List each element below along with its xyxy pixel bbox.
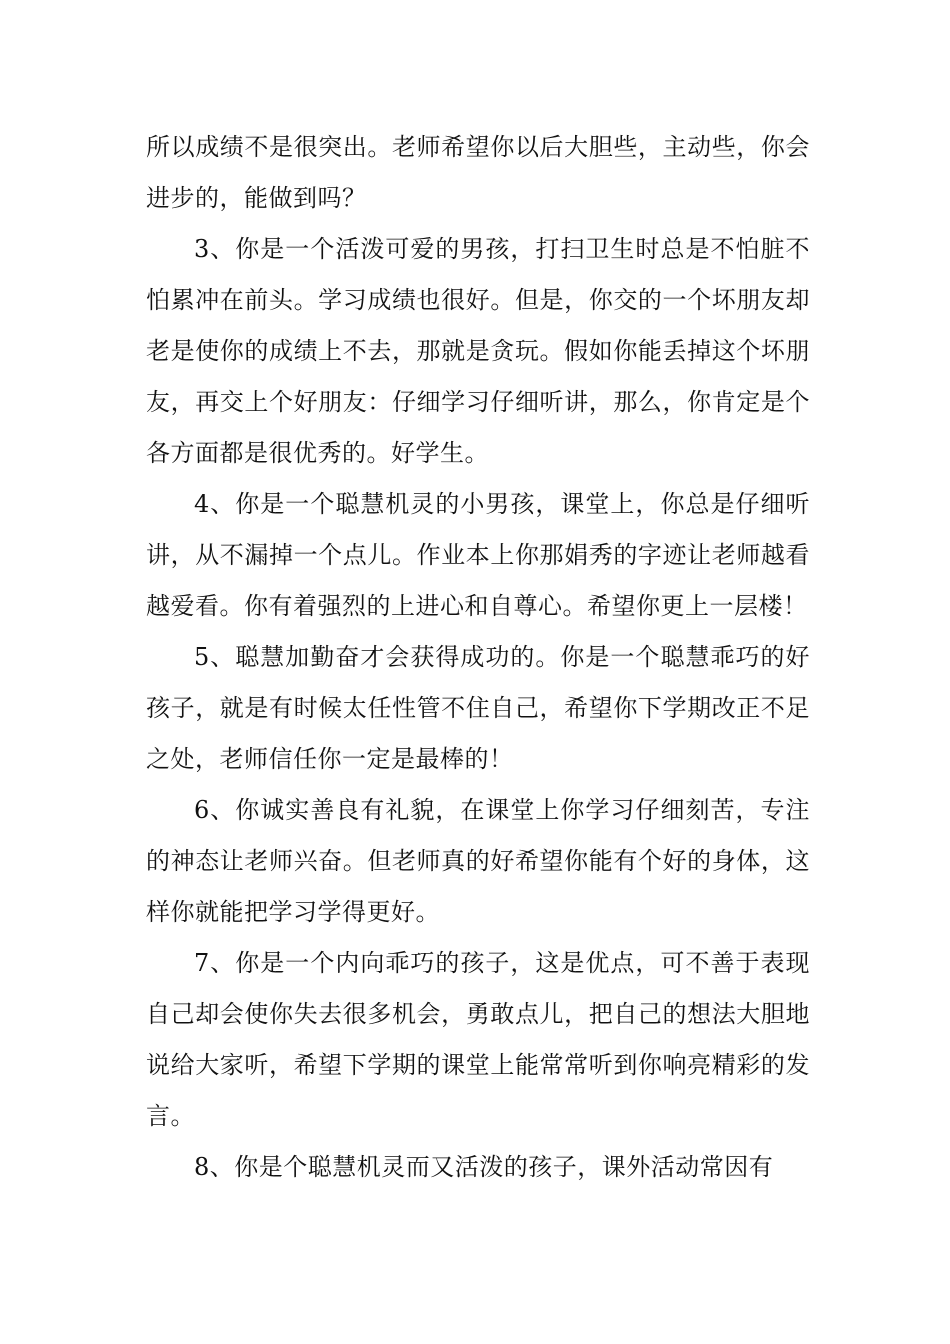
paragraph-comment-3: 3、你是一个活泼可爱的男孩，打扫卫生时总是不怕脏不怕累冲在前头。学习成绩也很好。但是，你交的一个坏朋友却老是使你的成绩上不去，那就是贪玩。假如你能丢掉这个坏朋友，再交上个好朋友：仔细学习仔细听讲，那么，你肯定是个各方面都是很优秀的。好学生。: [146, 235, 810, 467]
paragraph-comment-4: 4、你是一个聪慧机灵的小男孩，课堂上，你总是仔细听讲，从不漏掉一个点儿。作业本上你那娟秀的字迹让老师越看越爱看。你有着强烈的上进心和自尊心。希望你更上一层楼！: [146, 490, 810, 620]
document-body: [146, 122, 810, 1193]
paragraph-comment-8: 8、你是个聪慧机灵而又活泼的孩子，课外活动常因有: [194, 1153, 774, 1181]
paragraph-comment-7: 7、你是一个内向乖巧的孩子，这是优点，可不善于表现自己却会使你失去很多机会，勇敢点儿，把自己的想法大胆地说给大家听，希望下学期的课堂上能常常听到你响亮精彩的发言。: [146, 949, 810, 1130]
paragraph-continued: 所以成绩不是很突出。老师希望你以后大胆些，主动些，你会进步的，能做到吗？: [146, 133, 810, 212]
paragraph-comment-6: 6、你诚实善良有礼貌，在课堂上你学习仔细刻苦，专注的神态让老师兴奋。但老师真的好希望你能有个好的身体，这样你就能把学习学得更好。: [146, 796, 810, 926]
paragraph-comment-5: 5、聪慧加勤奋才会获得成功的。你是一个聪慧乖巧的好孩子，就是有时候太任性管不住自己，希望你下学期改正不足之处，老师信任你一定是最棒的！: [146, 643, 810, 773]
